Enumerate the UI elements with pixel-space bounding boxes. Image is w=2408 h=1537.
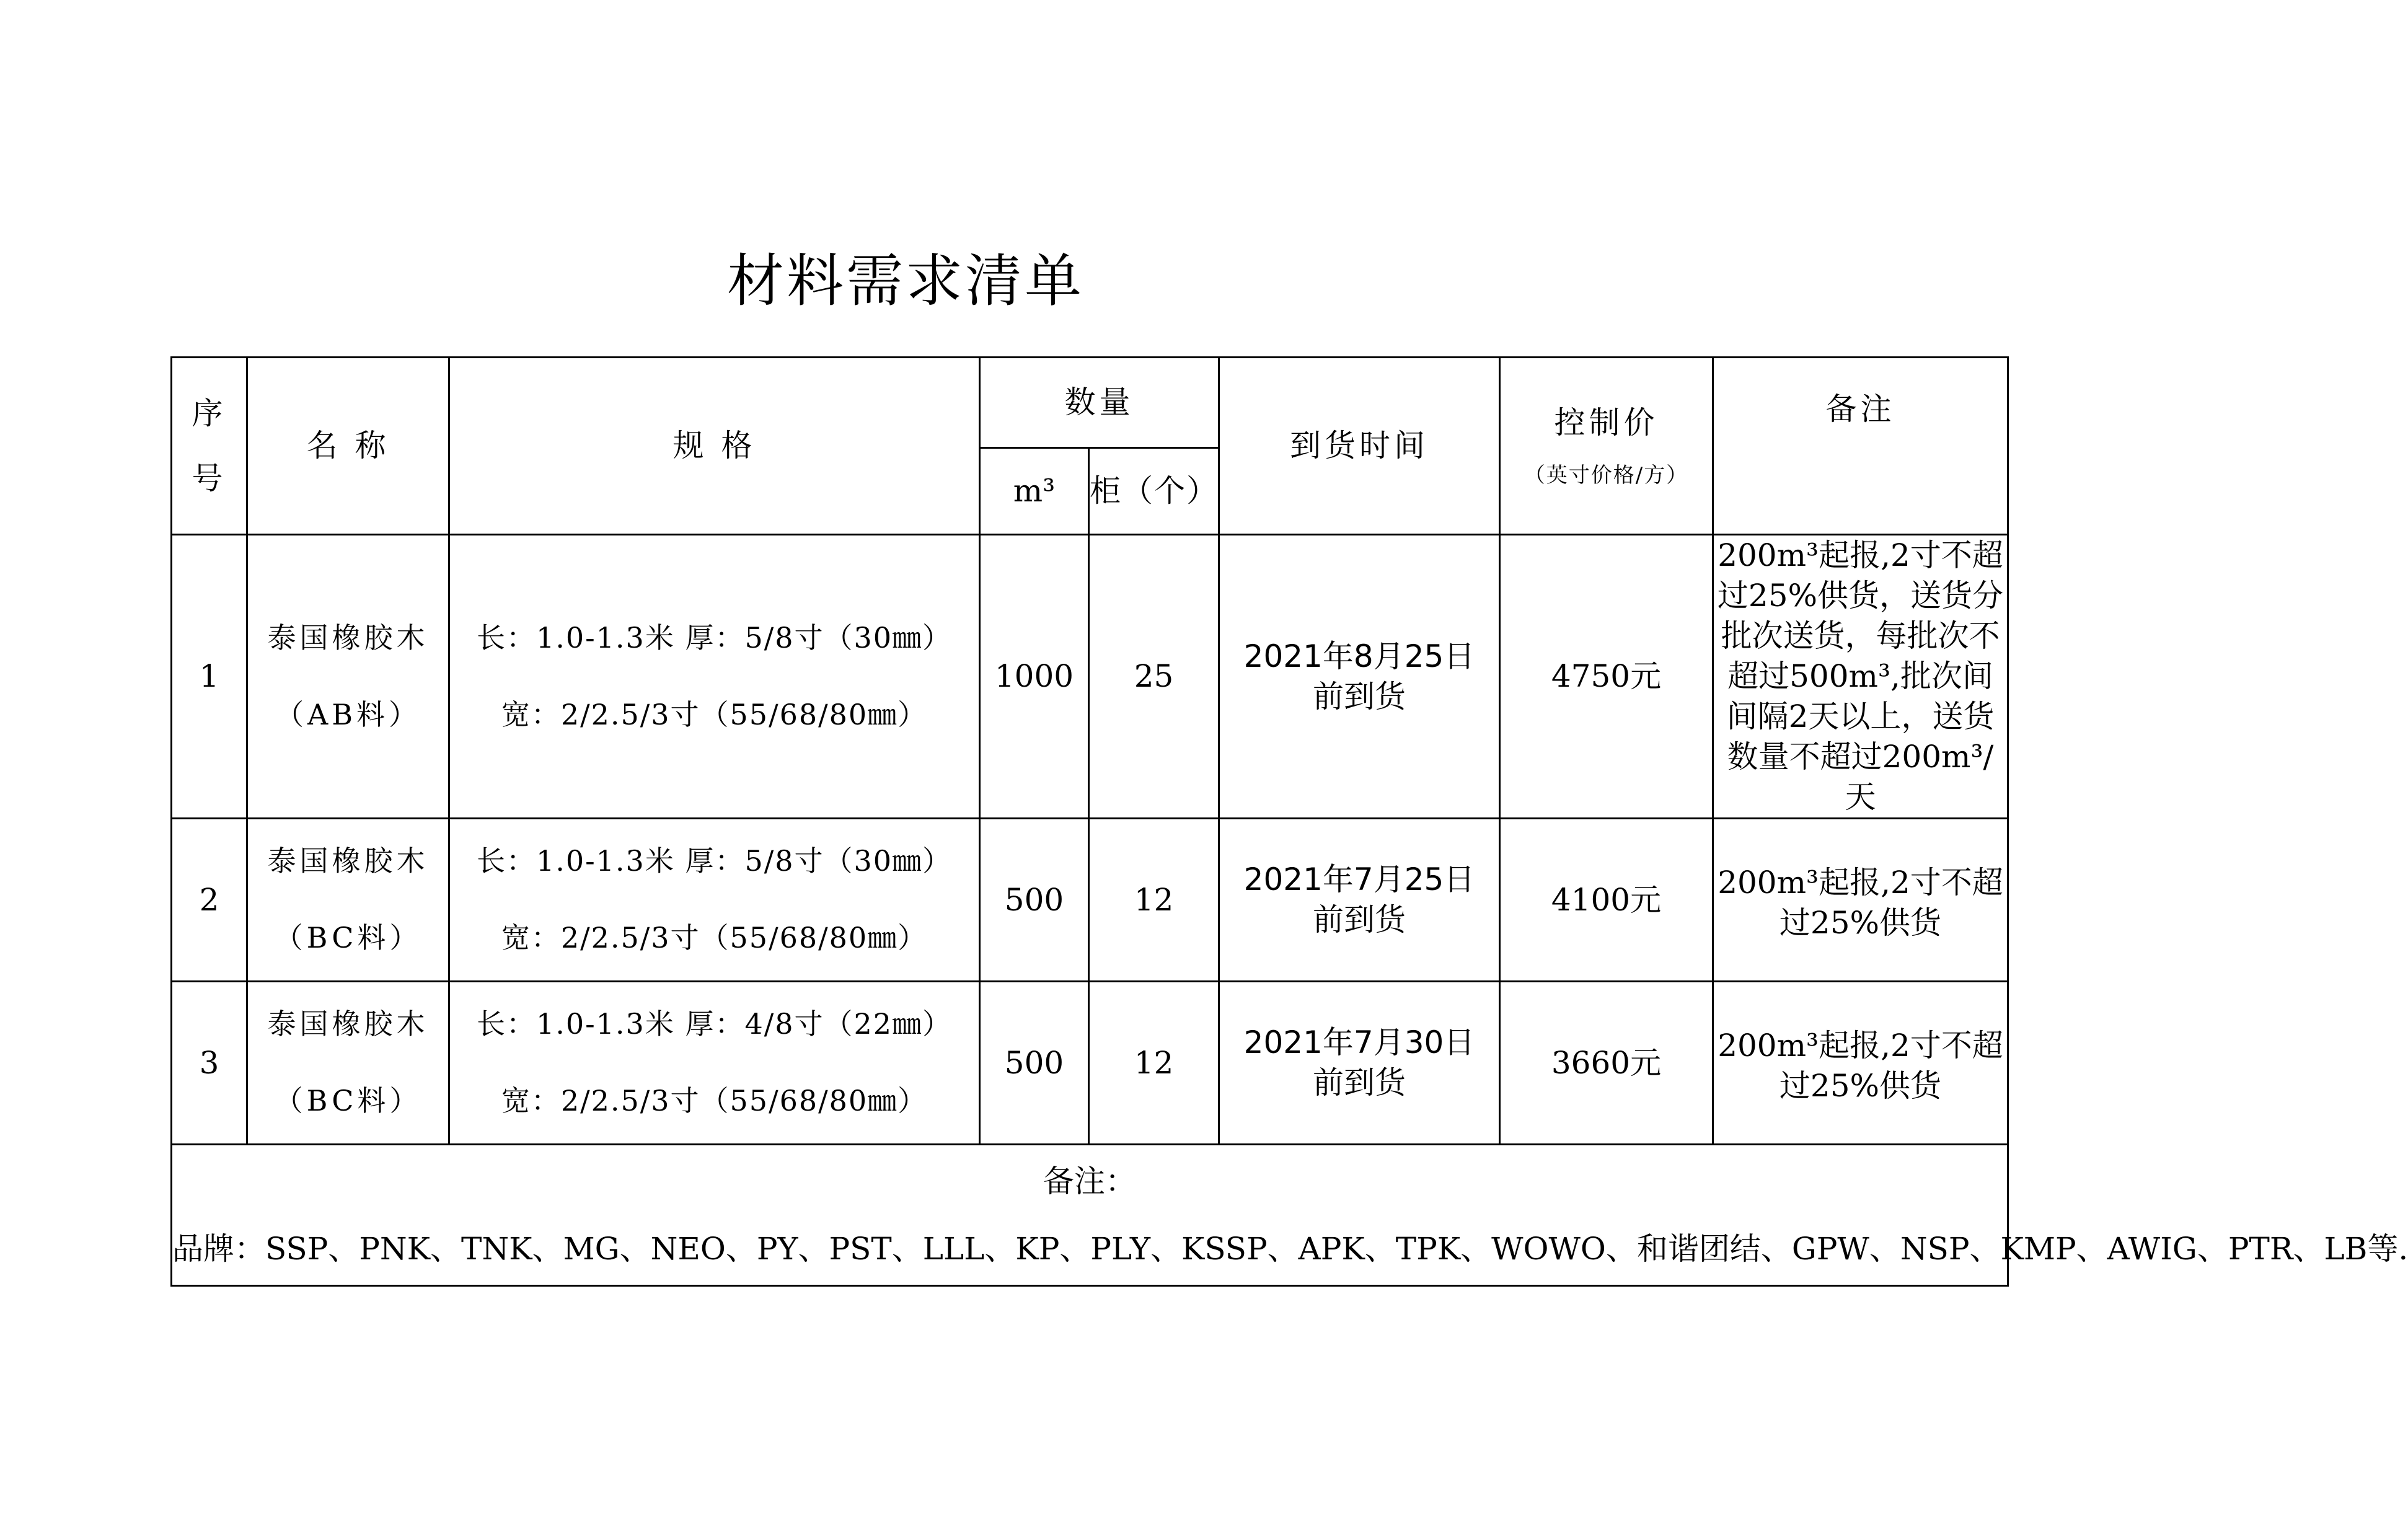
footer-brands: 品牌：SSP、PNK、TNK、MG、NEO、PY、PST、LLL、KP、PLY、KSSP、APK、TPK、WOWO、和谐团结、GPW、NSP、KMP、AWIG、PTR、LB等. <box>172 1230 2408 1267</box>
header-price-label: 控制价 <box>1554 404 1659 441</box>
row-arrival <box>1219 535 1500 819</box>
header-arrival: 到货时间 <box>1219 358 1500 535</box>
row-price: 4100元 <box>1500 819 1713 982</box>
row-name-line1: 泰国橡胶木 <box>267 620 429 654</box>
header-spec: 规 格 <box>449 358 980 535</box>
header-price <box>1500 358 1713 535</box>
header-remarks: 备注 <box>1713 358 2008 535</box>
header-name: 名 称 <box>247 358 449 535</box>
row-spec-line1: 长：1.0-1.3米 厚：5/8寸（30㎜） <box>476 620 953 654</box>
header-quantity-cabinet: 柜（个） <box>1089 448 1219 535</box>
row-spec-line2: 宽：2/2.5/3寸（55/68/80㎜） <box>501 697 928 731</box>
header-index-line1: 序 <box>192 395 227 431</box>
table-row <box>172 535 2008 819</box>
row-spec <box>449 819 980 982</box>
row-quantity-cabinets: 12 <box>1089 982 1219 1145</box>
row-quantity-cabinets: 12 <box>1089 819 1219 982</box>
footer-label: 备注： <box>1043 1163 1136 1199</box>
table-row <box>172 819 2008 982</box>
row-quantity-m3: 1000 <box>980 535 1089 819</box>
row-arrival-suffix: 前到货 <box>1313 1065 1406 1101</box>
row-arrival <box>1219 982 1500 1145</box>
row-name <box>247 535 449 819</box>
header-quantity-m3: m³ <box>980 448 1089 535</box>
row-arrival-date: 2021年7月25日 <box>1243 861 1475 897</box>
row-name-line1: 泰国橡胶木 <box>267 1007 429 1041</box>
row-index: 3 <box>172 982 247 1145</box>
row-price: 3660元 <box>1500 982 1713 1145</box>
row-price: 4750元 <box>1500 535 1713 819</box>
row-quantity-m3: 500 <box>980 819 1089 982</box>
row-name-line2: （AB料） <box>275 697 421 731</box>
row-name-line1: 泰国橡胶木 <box>267 844 429 878</box>
row-name <box>247 819 449 982</box>
footer-row <box>172 1145 2008 1286</box>
row-arrival <box>1219 819 1500 982</box>
header-row <box>172 358 2008 448</box>
row-spec-line2: 宽：2/2.5/3寸（55/68/80㎜） <box>501 1084 928 1117</box>
row-arrival-suffix: 前到货 <box>1313 678 1406 715</box>
row-spec-line1: 长：1.0-1.3米 厚：5/8寸（30㎜） <box>476 844 953 878</box>
row-spec-line2: 宽：2/2.5/3寸（55/68/80㎜） <box>501 921 928 954</box>
row-arrival-suffix: 前到货 <box>1313 902 1406 938</box>
row-name-line2: （BC料） <box>274 1084 422 1117</box>
row-spec <box>449 982 980 1145</box>
table-row <box>172 982 2008 1145</box>
header-index-line2: 号 <box>192 460 227 496</box>
row-quantity-cabinets: 25 <box>1089 535 1219 819</box>
row-arrival-date: 2021年7月30日 <box>1243 1024 1475 1060</box>
requirements-table <box>170 356 2408 1287</box>
row-quantity-m3: 500 <box>980 982 1089 1145</box>
row-index: 2 <box>172 819 247 982</box>
footer-notes <box>172 1145 2408 1286</box>
row-index: 1 <box>172 535 247 819</box>
row-spec-line1: 长：1.0-1.3米 厚：4/8寸（22㎜） <box>476 1007 953 1041</box>
page-title: 材料需求清单 <box>726 248 1084 314</box>
row-remark: 200m³起报,2寸不超过25%供货，送货分批次送货，每批次不超过500m³,批次间间隔2天以上，送货数量不超过200m³/天 <box>1713 535 2008 819</box>
row-name-line2: （BC料） <box>274 921 422 954</box>
row-spec <box>449 535 980 819</box>
header-index <box>172 358 247 535</box>
header-price-unit: （英寸价格/方） <box>1524 462 1689 488</box>
row-arrival-date: 2021年8月25日 <box>1243 638 1475 674</box>
row-name <box>247 982 449 1145</box>
row-remark: 200m³起报,2寸不超过25%供货 <box>1713 819 2008 982</box>
header-quantity: 数量 <box>980 358 1219 448</box>
row-remark: 200m³起报,2寸不超过25%供货 <box>1713 982 2008 1145</box>
